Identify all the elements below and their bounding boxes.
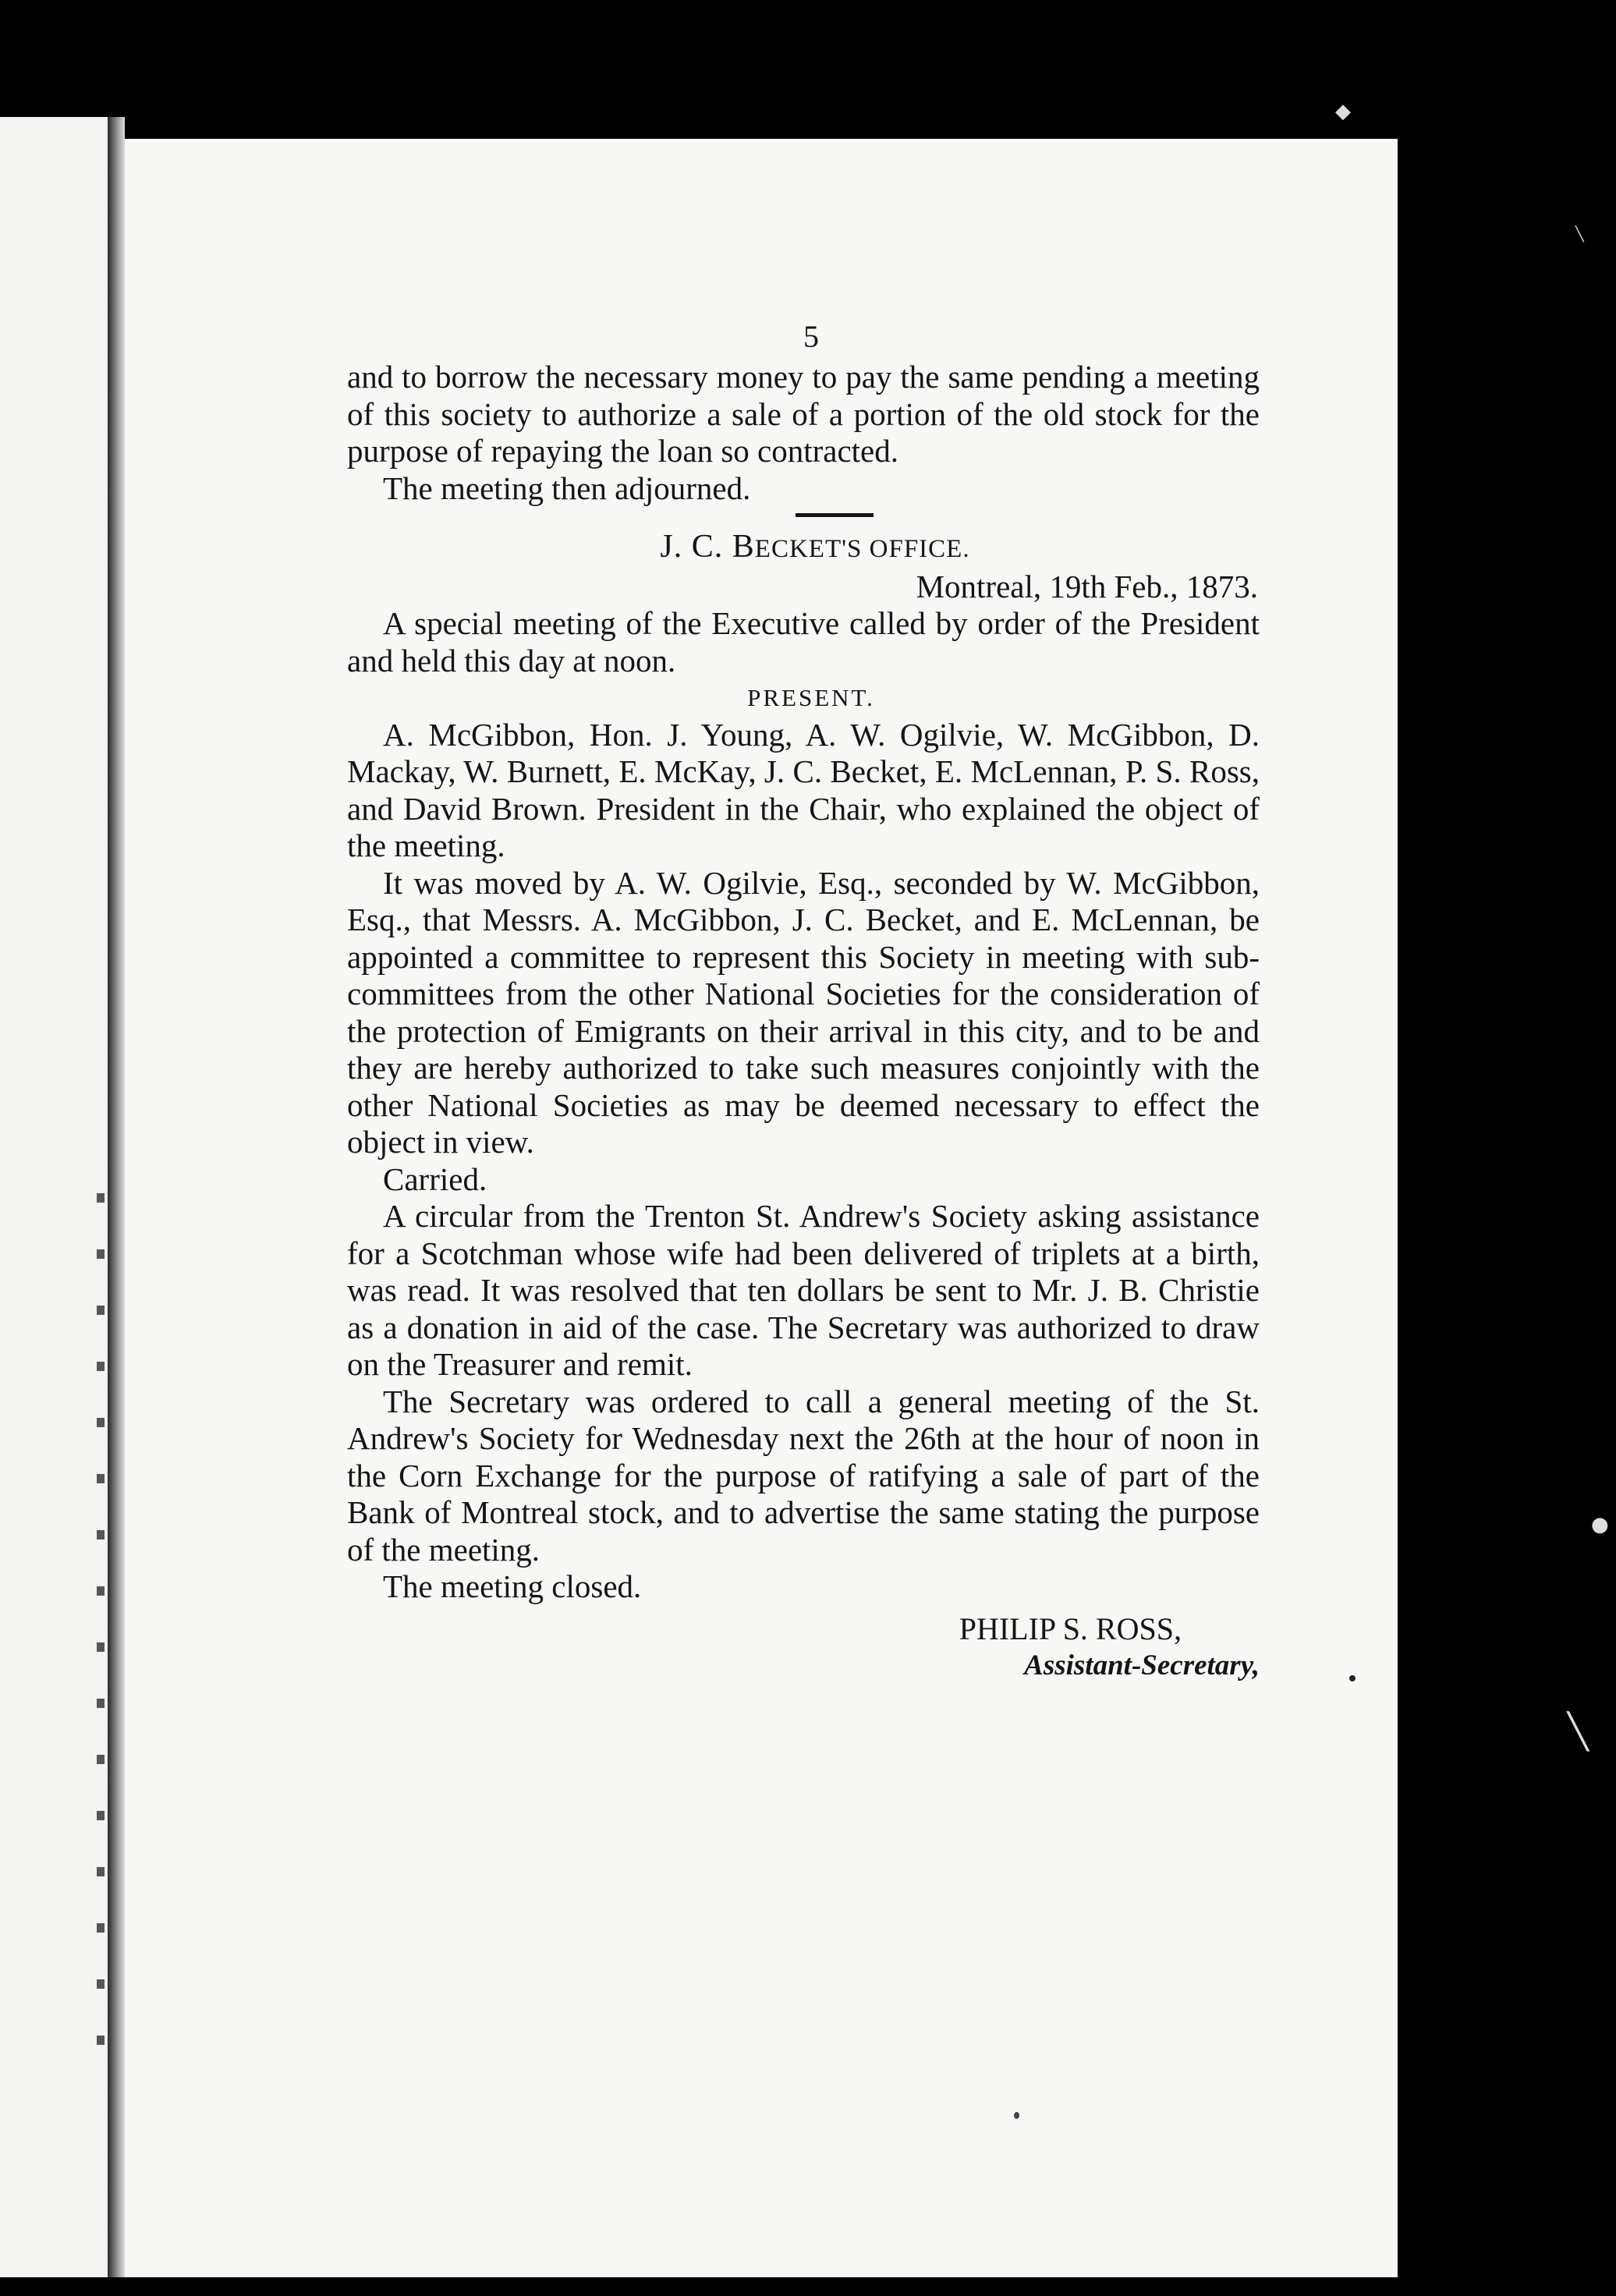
present-heading: PRESENT.: [747, 684, 875, 711]
circular-paragraph: A circular from the Trenton St. Andrew's Society asking assistance for a Scotchman whose wife had been delivered of triplets at a birth, was read. It was resolved that ten dollars be sent to Mr. J. B. Christie as a donation in aid of the case. The Secretary was authorized to draw on the Treasurer and remit.: [347, 1198, 1260, 1382]
paper-spot: [1349, 1675, 1356, 1681]
motion-paragraph: It was moved by A. W. Ogilvie, Esq., seconded by W. McGibbon, Esq., that Messrs. A. McGibbon, J. C. Becket, and E. McLennan, be appointed a committee to represent this Society in meeting with sub-committees from the other National Societies for the consideration of the protection of Emigrants on their arrival in this city, and to be and they are hereby authorized to take such measures conjointly with the other National Societies as may be deemed necessary to effect the object in view.: [347, 864, 1260, 1160]
facing-page-text-edge: [97, 1146, 105, 2082]
section-divider-rule: [796, 513, 874, 517]
dust-speck: ╲: [1575, 226, 1584, 243]
heading-initials: J. C. B: [660, 529, 755, 565]
adjourned-line: The meeting then adjourned.: [383, 469, 751, 506]
general-meeting-paragraph: The Secretary was ordered to call a general meeting of the St. Andrew's Society for Wednesday next the 26th at the hour of noon in the Corn Exchange for the purpose of ratifying a sale of part of the Bank of Montreal stock, and to advertise the same stating the purpose of the meeting.: [347, 1383, 1260, 1568]
book-page: [125, 139, 1398, 2277]
intro-paragraph: A special meeting of the Executive called by order of the President and held this day at noon.: [347, 605, 1260, 679]
dateline: Montreal, 19th Feb., 1873.: [916, 568, 1258, 604]
section-heading: [347, 528, 1260, 569]
gutter-shadow: [108, 117, 125, 2277]
continued-paragraph: and to borrow the necessary money to pay the same pending a meeting of this society to authorize a sale of a portion of the old stock for the purpose of repaying the loan so contracted.: [347, 359, 1260, 469]
paper-spot: [1014, 2112, 1019, 2119]
attendees-paragraph: A. McGibbon, Hon. J. Young, A. W. Ogilvie, W. McGibbon, D. Mackay, W. Burnett, E. McKay, J. C. Becket, E. McLennan, P. S. Ross, and David Brown. President in the Chair, who explained the object of the meeting.: [347, 716, 1260, 863]
page-number: 5: [803, 319, 819, 354]
signature-name: PHILIP S. ROSS,: [959, 1610, 1182, 1646]
signature-title: Assistant-Secretary,: [1024, 1649, 1260, 1681]
page-text: [347, 321, 1260, 1685]
dust-speck: ◆: [1335, 100, 1351, 123]
facing-page-edge: [0, 117, 108, 2277]
carried-line: Carried.: [383, 1160, 487, 1197]
dust-speck: ╲: [1568, 1712, 1589, 1752]
heading-smallcaps: ECKET'S OFFICE.: [754, 535, 970, 563]
dust-speck: ●: [1591, 1513, 1609, 1536]
closing-line: The meeting closed.: [383, 1568, 642, 1604]
